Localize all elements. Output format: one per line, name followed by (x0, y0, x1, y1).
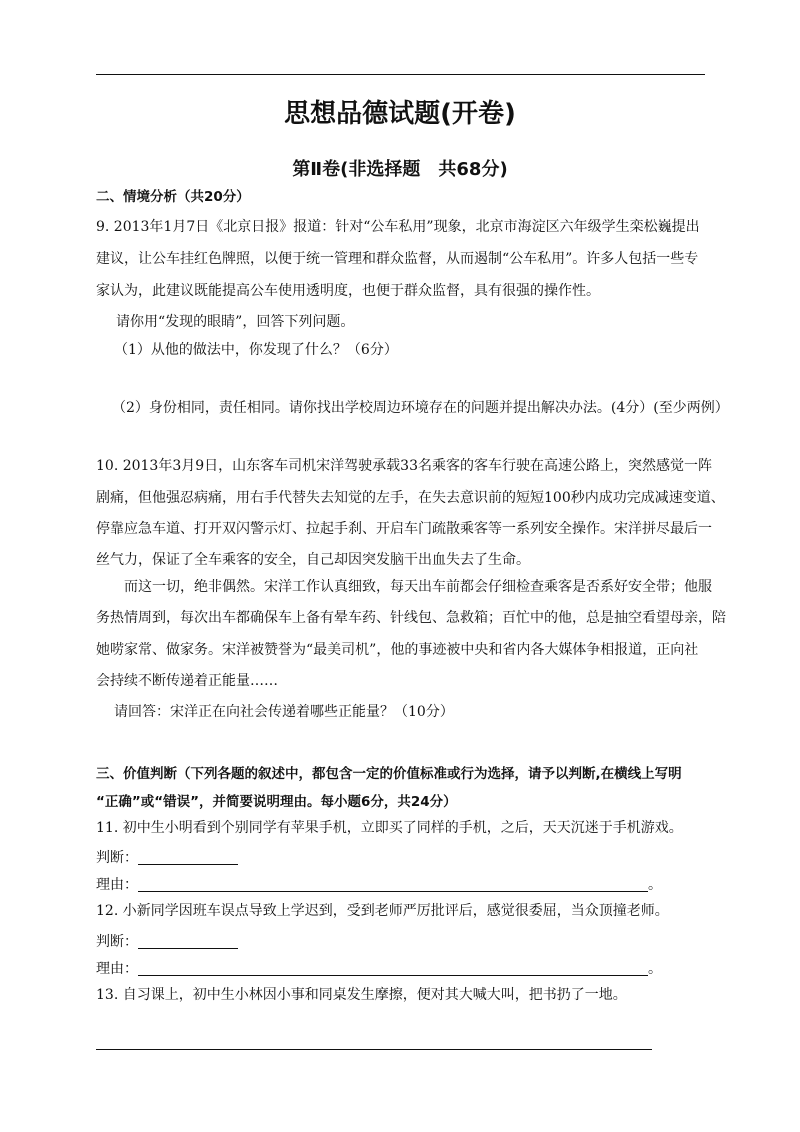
q9-subquestion-2: （2）身份相同，责任相同。请你找出学校周边环境存在的问题并提出解决办法。(4分）(至少两例） (112, 400, 729, 416)
q10-text-line: 务热情周到，每次出车都确保车上备有晕车药、针线包、急救箱；百忙中的他，总是抽空看望母亲，陪 (96, 610, 726, 626)
q11-reason-row (96, 876, 662, 894)
q11-judgment-row (96, 849, 238, 867)
q9-text-line: 建议，让公车挂红色牌照，以便于统一管理和群众监督，从而遏制“公车私用”。许多人包括一些专 (96, 251, 699, 267)
end-mark: 。 (648, 961, 662, 977)
q9-subquestion-1: （1）从他的做法中，你发现了什么？（6分） (114, 342, 398, 358)
end-mark: 。 (648, 877, 662, 893)
q10-text-line: 10. 2013年3月9日，山东客车司机宋洋驾驶承载33名乘客的客车行驶在高速公路上，突然感觉一阵 (96, 458, 712, 474)
q9-prompt: 请你用“发现的眼睛”，回答下列问题。 (116, 314, 355, 330)
reason-label: 理由： (96, 877, 138, 893)
q12-judgment-blank[interactable] (138, 934, 238, 949)
q10-text-line: 丝气力，保证了全车乘客的安全，自己却因突发脑干出血失去了生命。 (96, 552, 530, 568)
q12-reason-blank[interactable] (138, 961, 648, 976)
q9-text-line: 9. 2013年1月7日《北京日报》报道：针对“公车私用”现象，北京市海淀区六年级学生栾松巍提出 (96, 219, 700, 235)
q10-question: 请回答：宋洋正在向社会传递着哪些正能量？（10分） (114, 704, 454, 720)
q10-text-line: 她唠家常、做家务。宋洋被赞誉为“最美司机”，他的事迹被中央和省内各大媒体争相报道，正向社 (96, 642, 699, 658)
judgment-label: 判断： (96, 934, 138, 950)
q10-text-line: 会持续不断传递着正能量…… (96, 673, 278, 689)
q10-text-line: 而这一切，绝非偶然。宋洋工作认真细致，每天出车前都会仔细检查乘客是否系好安全带；他服 (124, 579, 712, 595)
section3-heading: 三、价值判断（下列各题的叙述中，都包含一定的价值标准或行为选择，请予以判断,在横线上写明 (96, 766, 682, 782)
footer-rule (96, 1049, 652, 1050)
reason-label: 理由： (96, 961, 138, 977)
q12-text: 12. 小新同学因班车误点导致上学迟到，受到老师严厉批评后，感觉很委屈，当众顶撞老师。 (96, 903, 669, 919)
judgment-label: 判断： (96, 850, 138, 866)
section-subtitle: 第Ⅱ卷(非选择题 共68分) (292, 159, 508, 180)
q12-reason-row (96, 960, 662, 978)
page-title: 思想品德试题(开卷) (284, 99, 516, 129)
section2-heading: 二、情境分析（共20分） (96, 189, 250, 205)
q10-text-line: 剧痛，但他强忍病痛，用右手代替失去知觉的左手，在失去意识前的短短100秒内成功完成减速变道、 (96, 490, 725, 506)
q10-text-line: 停靠应急车道、打开双闪警示灯、拉起手刹、开启车门疏散乘客等一系列安全操作。宋洋拼尽最后一 (96, 521, 712, 537)
q9-text-line: 家认为，此建议既能提高公车使用透明度，也便于群众监督，具有很强的操作性。 (96, 283, 600, 299)
header-rule (96, 74, 705, 75)
q13-text: 13. 自习课上，初中生小林因小事和同桌发生摩擦，便对其大喊大叫，把书扔了一地。 (96, 987, 627, 1003)
q12-judgment-row (96, 933, 238, 951)
q11-reason-blank[interactable] (138, 877, 648, 892)
q11-text: 11. 初中生小明看到个别同学有苹果手机，立即买了同样的手机，之后，天天沉迷于手机游戏。 (96, 820, 683, 836)
section3-heading: “正确”或“错误”，并简要说明理由。每小题6分，共24分） (96, 794, 457, 810)
q11-judgment-blank[interactable] (138, 850, 238, 865)
